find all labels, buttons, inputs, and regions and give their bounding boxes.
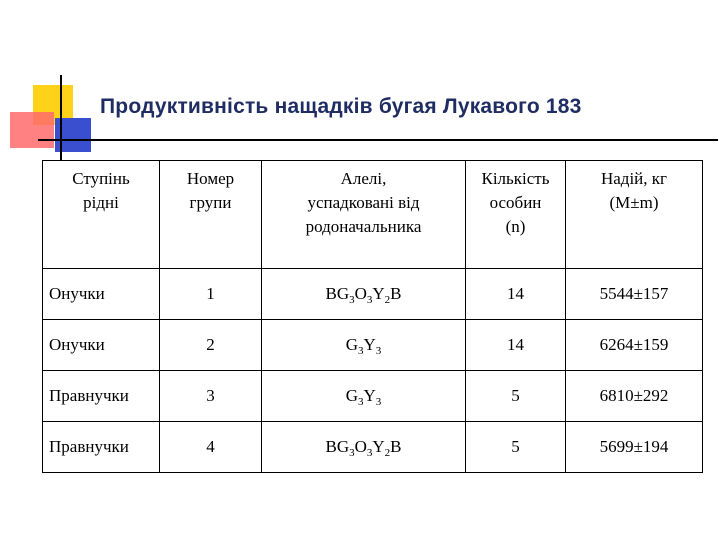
- decor-vertical-line: [60, 75, 62, 161]
- allele-subscript: 3: [349, 447, 355, 459]
- header-line: Ступінь: [72, 169, 130, 188]
- table-row: [43, 371, 703, 422]
- header-line: успадковані від: [307, 193, 420, 212]
- allele-subscript: 3: [358, 345, 364, 357]
- allele-symbol: Y: [363, 335, 376, 354]
- allele-symbol: G: [345, 335, 358, 354]
- allele-symbol: G: [345, 386, 358, 405]
- cell-alleles: [262, 269, 466, 320]
- header-line: рідні: [83, 193, 119, 212]
- cell-count: 14: [466, 269, 566, 320]
- cell-group: 1: [160, 269, 262, 320]
- allele-symbol: BG: [325, 437, 350, 456]
- cell-relation: Правнучки: [43, 371, 160, 422]
- table-row: [43, 320, 703, 371]
- header-count: [466, 161, 566, 269]
- allele-symbol: B: [390, 284, 402, 303]
- cell-alleles: [262, 422, 466, 473]
- header-alleles: [262, 161, 466, 269]
- table-row: [43, 422, 703, 473]
- header-line: родоначальника: [305, 217, 422, 236]
- header-relation: [43, 161, 160, 269]
- allele-subscript: 2: [384, 294, 391, 306]
- allele-subscript: 3: [349, 294, 355, 306]
- table-row: [43, 269, 703, 320]
- header-line: особин: [489, 193, 542, 212]
- cell-count: 5: [466, 422, 566, 473]
- header-line: Кількість: [481, 169, 550, 188]
- header-yield: [566, 161, 703, 269]
- header-line: (M±m): [609, 193, 659, 212]
- cell-yield: 6264±159: [566, 320, 703, 371]
- cell-yield: 5699±194: [566, 422, 703, 473]
- decor-horizontal-line: [38, 139, 718, 141]
- page-title: Продуктивність нащадків бугая Лукавого 183: [100, 95, 582, 118]
- cell-group: 2: [160, 320, 262, 371]
- cell-yield: 6810±292: [566, 371, 703, 422]
- table-header-row: [43, 161, 703, 269]
- allele-subscript: 2: [384, 447, 391, 459]
- cell-yield: 5544±157: [566, 269, 703, 320]
- allele-symbol: O: [354, 437, 367, 456]
- header-group: [160, 161, 262, 269]
- data-table: [42, 160, 703, 473]
- allele-symbol: Y: [363, 386, 376, 405]
- allele-subscript: 3: [366, 294, 373, 306]
- allele-subscript: 3: [375, 345, 382, 357]
- header-line: групи: [189, 193, 232, 212]
- decor-red-square: [10, 112, 54, 148]
- allele-symbol: Y: [372, 284, 385, 303]
- cell-group: 3: [160, 371, 262, 422]
- allele-symbol: BG: [325, 284, 350, 303]
- header-line: Алелі,: [340, 169, 387, 188]
- header-line: Надій, кг: [600, 169, 668, 188]
- cell-relation: Онучки: [43, 269, 160, 320]
- allele-symbol: O: [354, 284, 367, 303]
- cell-relation: Правнучки: [43, 422, 160, 473]
- header-line: (n): [505, 217, 526, 236]
- allele-subscript: 3: [375, 396, 382, 408]
- cell-relation: Онучки: [43, 320, 160, 371]
- cell-group: 4: [160, 422, 262, 473]
- cell-alleles: [262, 371, 466, 422]
- cell-count: 5: [466, 371, 566, 422]
- header-line: Номер: [186, 169, 235, 188]
- allele-subscript: 3: [358, 396, 364, 408]
- allele-symbol: Y: [372, 437, 385, 456]
- cell-count: 14: [466, 320, 566, 371]
- allele-symbol: B: [390, 437, 402, 456]
- allele-subscript: 3: [366, 447, 373, 459]
- cell-alleles: [262, 320, 466, 371]
